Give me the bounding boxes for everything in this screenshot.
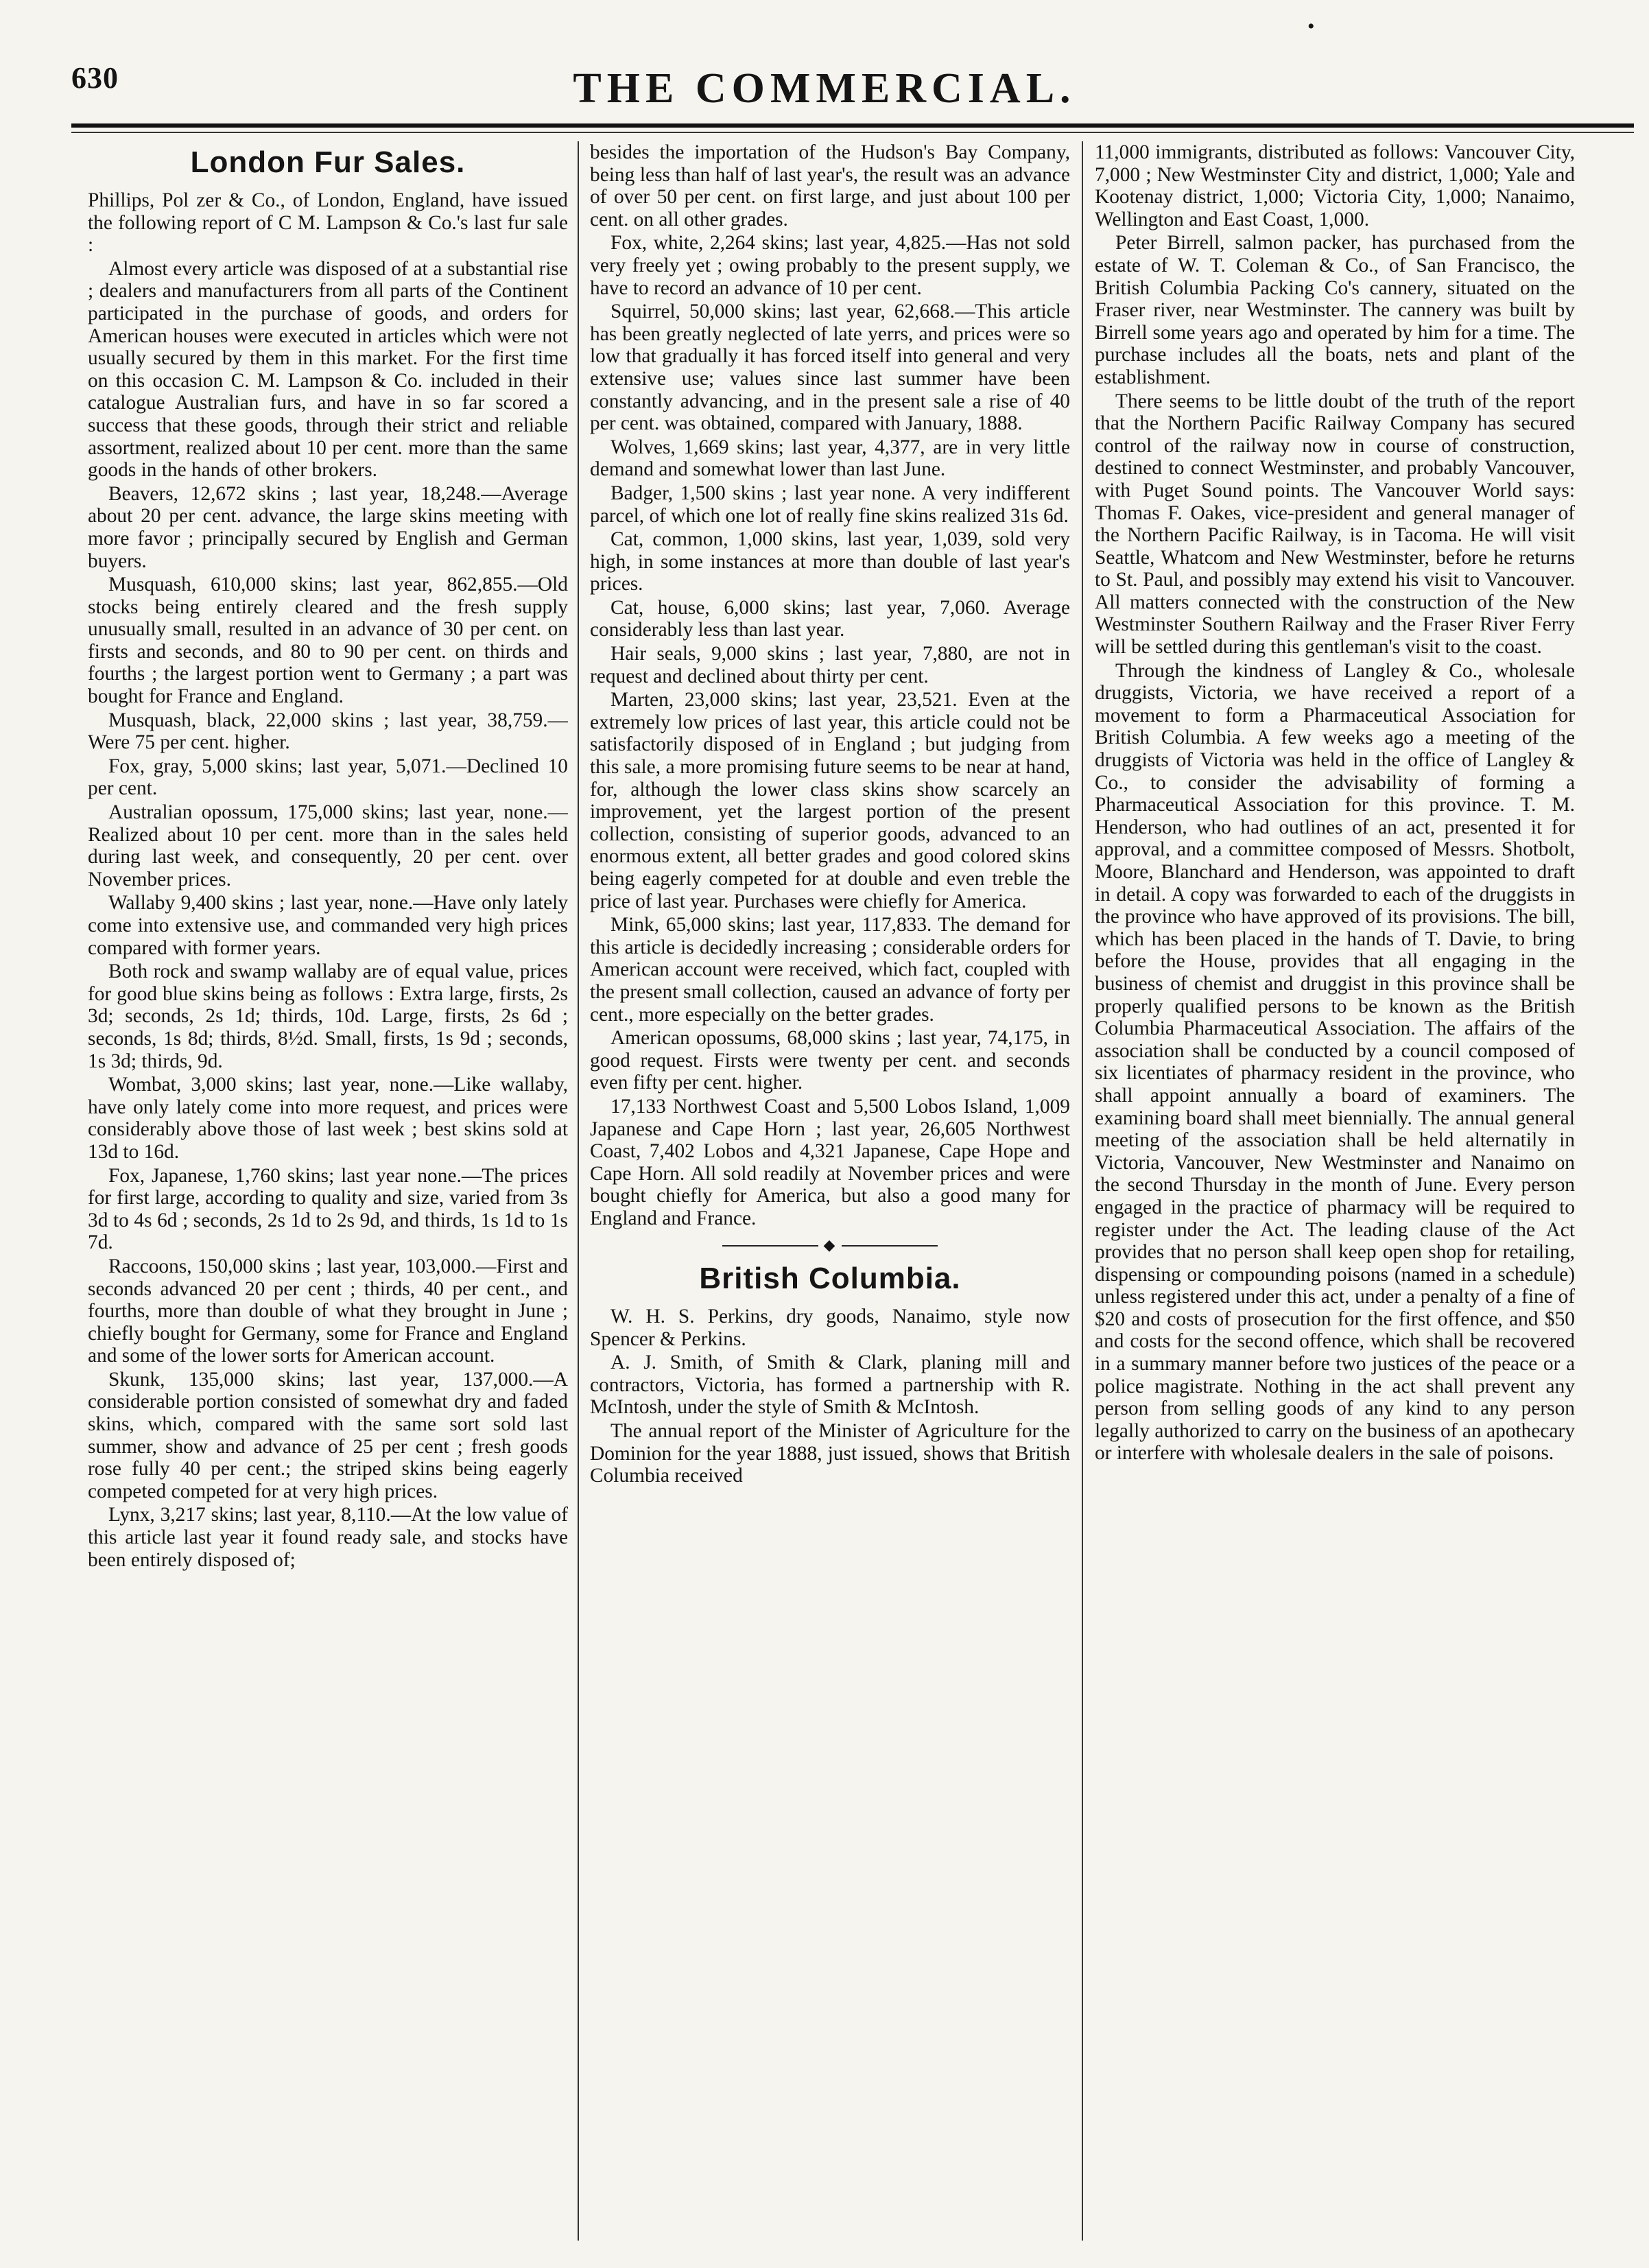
paragraph: Raccoons, 150,000 skins ; last year, 103,000.—First and seconds advanced 20 per cent ; thirds, 40 per cent., and fourths, more than double of what they brought in June ; chiefly bought for Germany, some for France and England and some of the lower sorts for American account.: [88, 1255, 568, 1367]
ornament-rule: [842, 1245, 938, 1247]
ornament-rule: [722, 1245, 818, 1247]
column-divider: [1082, 141, 1083, 2241]
paragraph: Fox, Japanese, 1,760 skins; last year none.—The prices for first large, according to quality and size, varied from 3s 3d to 4s 6d ; seconds, 2s 1d to 2s 9d, and thirds, 1s 1d to 1s 7d.: [88, 1164, 568, 1254]
paragraph: Both rock and swamp wallaby are of equal value, prices for good blue skins being as follows : Extra large, firsts, 2s 3d; seconds, 2s 1d; thirds, 10d. Large, firsts, 2s 6d ; seconds, 1s 8d; thirds, 8½d. Small, firsts, 1s 9d ; seconds, 1s 3d; thirds, 9d.: [88, 960, 568, 1072]
paragraph: Musquash, black, 22,000 skins ; last year, 38,759.—Were 75 per cent. higher.: [88, 709, 568, 754]
paragraph: Mink, 65,000 skins; last year, 117,833. The demand for this article is decidedly increasing ; considerable orders for American account were received, which fact, coupled with the present small collection, caused an advance of forty per cent., more especially on the better grades.: [590, 914, 1070, 1026]
paragraph: Wombat, 3,000 skins; last year, none.—Like wallaby, have only lately come into more request, and prices were considerably above those of last week ; best skins sold at 13d to 16d.: [88, 1074, 568, 1163]
column-divider: [578, 141, 579, 2241]
paragraph: Fox, gray, 5,000 skins; last year, 5,071.—Declined 10 per cent.: [88, 755, 568, 800]
paragraph: There seems to be little doubt of the truth of the report that the Northern Pacific Railway Company has secured control of the railway now in course of construction, destined to connect Westminster, and probably Vancouver, with Puget Sound points. The Vancouver World says: Thomas F. Oakes, vice-president and general manager of the Northern Pacific Railway, is in Tacoma. He will visit Seattle, Whatcom and New Westminster, before he returns to St. Paul, and possibly may extend his visit to Vancouver. All matters connected with the construction of the New Westminster Southern Railway and the Fraser River Ferry will be settled during this gentleman's visit to the coast.: [1095, 390, 1575, 659]
paragraph: Squirrel, 50,000 skins; last year, 62,668.—This article has been greatly neglected of late yerrs, and prices were so low that gradually it has forced itself into general and very extensive use; values since last summer have been constantly advancing, and in the present sale a rise of 40 per cent. was obtained, compared with January, 1888.: [590, 300, 1070, 435]
paragraph: The annual report of the Minister of Agriculture for the Dominion for the year 1888, just issued, shows that British Columbia received: [590, 1420, 1070, 1487]
paragraph: Cat, house, 6,000 skins; last year, 7,060. Average considerably less than last year.: [590, 596, 1070, 641]
paragraph: Wolves, 1,669 skins; last year, 4,377, are in very little demand and somewhat lower than last June.: [590, 436, 1070, 481]
paragraph: Peter Birrell, salmon packer, has purchased from the estate of W. T. Coleman & Co., of San Francisco, the British Columbia Packing Co's cannery, situated on the Fraser river, near Westminster. The cannery was built by Birrell some years ago and operated by him for a time. The purchase includes all the boats, nets and plant of the establishment.: [1095, 232, 1575, 388]
paragraph: Badger, 1,500 skins ; last year none. A very indifferent parcel, of which one lot of really fine skins realized 31s 6d.: [590, 482, 1070, 527]
paragraph: Phillips, Pol zer & Co., of London, England, have issued the following report of C M. Lampson & Co.'s last fur sale :: [88, 189, 568, 257]
column-1: [88, 141, 568, 2241]
paragraph: Australian opossum, 175,000 skins; last year, none.—Realized about 10 per cent. more than in the sales held during last week, and consequently, 20 per cent. over November prices.: [88, 801, 568, 890]
column-3-body: [1095, 141, 1575, 1465]
column-2-body-after: [590, 1306, 1070, 1487]
paragraph: Hair seals, 9,000 skins ; last year, 7,880, are not in request and declined about thirty per cent.: [590, 643, 1070, 687]
column-2: [590, 141, 1070, 2241]
masthead-rule: [71, 123, 1634, 128]
paragraph: Marten, 23,000 skins; last year, 23,521. Even at the extremely low prices of last year, this article could not be satisfactorily disposed of in England ; but judging from this sale, a more promising future seems to be near at hand, for, although the lower class skins show scarcely an improvement, yet the largest portion of the present collection, consisting of superior goods, advanced to an enormous extent, all better grades and good colored skins being eagerly competed for at double and even treble the price of last year. Purchases were chiefly for America.: [590, 689, 1070, 912]
masthead-rule-thin: [71, 132, 1634, 133]
paragraph: 11,000 immigrants, distributed as follows: Vancouver City, 7,000 ; New Westminster City and district, 1,000; Yale and Kootenay district, 1,000; Victoria City, 1,000; Nanaimo, Wellington and East Coast, 1,000.: [1095, 141, 1575, 231]
section-ornament: [590, 1234, 1070, 1257]
paragraph: W. H. S. Perkins, dry goods, Nanaimo, style now Spencer & Perkins.: [590, 1306, 1070, 1350]
ornament-dot: ◆: [823, 1236, 837, 1253]
paragraph: Skunk, 135,000 skins; last year, 137,000.—A considerable portion consisted of somewhat dry and faded skins, which, compared with the same sort sold last summer, show and advance of 25 per cent ; fresh goods rose fully 40 per cent.; the striped skins being eagerly competed competed for at very high prices.: [88, 1368, 568, 1502]
section-heading-british-columbia: British Columbia.: [699, 1262, 961, 1296]
paragraph: Beavers, 12,672 skins ; last year, 18,248.—Average about 20 per cent. advance, the large skins meeting with more favor ; principally secured by English and German buyers.: [88, 482, 568, 572]
paragraph: American opossums, 68,000 skins ; last year, 74,175, in good request. Firsts were twenty per cent. and seconds even fifty per cent. higher.: [590, 1027, 1070, 1094]
column-1-body: [88, 189, 568, 1571]
paragraph: Musquash, 610,000 skins; last year, 862,855.—Old stocks being entirely cleared and the fresh supply unusually small, resulted in an advance of 30 per cent. on firsts and seconds, and 80 to 90 per cent. on thirds and fourths ; the largest portion went to Germany ; a part was bought for France and England.: [88, 574, 568, 708]
paragraph: A. J. Smith, of Smith & Clark, planing mill and contractors, Victoria, has formed a partnership with R. McIntosh, under the style of Smith & McIntosh.: [590, 1351, 1070, 1419]
paragraph: 17,133 Northwest Coast and 5,500 Lobos Island, 1,009 Japanese and Cape Horn ; last year, 26,605 Northwest Coast, 7,402 Lobos and 4,321 Japanese, Cape Hope and Cape Horn. All sold readily at November prices and were bought chiefly for America, but also a good many for England and France.: [590, 1095, 1070, 1229]
paragraph: Lynx, 3,217 skins; last year, 8,110.—At the low value of this article last year it found ready sale, and stocks have been entirely disposed of;: [88, 1504, 568, 1571]
speck-mark: •: [1307, 15, 1315, 38]
masthead-title: THE COMMERCIAL.: [573, 65, 1076, 112]
column-2-body: [590, 141, 1070, 1230]
paragraph: besides the importation of the Hudson's Bay Company, being less than half of last year's, the result was an advance of over 50 per cent. on first large, and just about 100 per cent. on all other grades.: [590, 141, 1070, 231]
paragraph: Through the kindness of Langley & Co., wholesale druggists, Victoria, we have received a report of a movement to form a Pharmaceutical Association for British Columbia. A few weeks ago a meeting of the druggists of Victoria was held in the office of Langley & Co., to consider the advisability of forming a Pharmaceutical Association for this province. T. M. Henderson, who had outlines of an act, presented it for approval, and a committee composed of Messrs. Shotbolt, Moore, Blanchard and Henderson, was appointed to draft in detail. A copy was forwarded to each of the druggists in the province who have approved of its provisions. The bill, which has been placed in the hands of T. Davie, to bring before the House, provides that all engaging in the business of chemist and druggist in this province shall be properly qualified persons to be known as the British Columbia Pharmaceutical Association. The affairs of the association shall be conducted by a council composed of six licentiates of pharmacy resident in the province, who shall appoint annually a board of examiners. The examining board shall meet biennially. The annual general meeting of the association shall be held alternatily in Victoria, Vancouver, New Westminster and Nanaimo on the second Thursday in the month of June. Every person engaged in the practice of pharmacy will be required to register under the Act. The leading clause of the Act provides that no person shall keep open shop for retailing, dispensing or compounding poisons (named in a schedule) unless registered under this act, under a penalty of a fine of $20 and costs of prosecution for the first offence, and $50 and costs for the second offence, which shall be recovered in a summary manner before two justices of the peace or a police magistrate. Nothing in the act shall prevent any person from selling goods of any kind to any person legally authorized to carry on the business of an apothecary or interfere with wholesale dealers in the sale of poisons.: [1095, 659, 1575, 1465]
paragraph: Fox, white, 2,264 skins; last year, 4,825.—Has not sold very freely yet ; owing probably to the present supply, we have to record an advance of 10 per cent.: [590, 232, 1070, 299]
column-3: [1095, 141, 1575, 2241]
section-heading-london-fur-sales: London Fur Sales.: [190, 145, 466, 179]
page-number: 630: [71, 61, 119, 95]
paragraph: Almost every article was disposed of at a substantial rise ; dealers and manufacturers from all parts of the Continent participated in the purchase of goods, and orders for American houses were executed in articles which were not usually secured by them in this market. For the first time on this occasion C. M. Lampson & Co. included in their catalogue Australian furs, and have in so far scored a success that these goods, through their strict and reliable assortment, realized about 10 per cent. more than the same goods in the hands of other brokers.: [88, 257, 568, 482]
paragraph: Cat, common, 1,000 skins, last year, 1,039, sold very high, in some instances at more than double of last year's prices.: [590, 528, 1070, 595]
paragraph: Wallaby 9,400 skins ; last year, none.—Have only lately come into extensive use, and commanded very high prices compared with former years.: [88, 892, 568, 959]
